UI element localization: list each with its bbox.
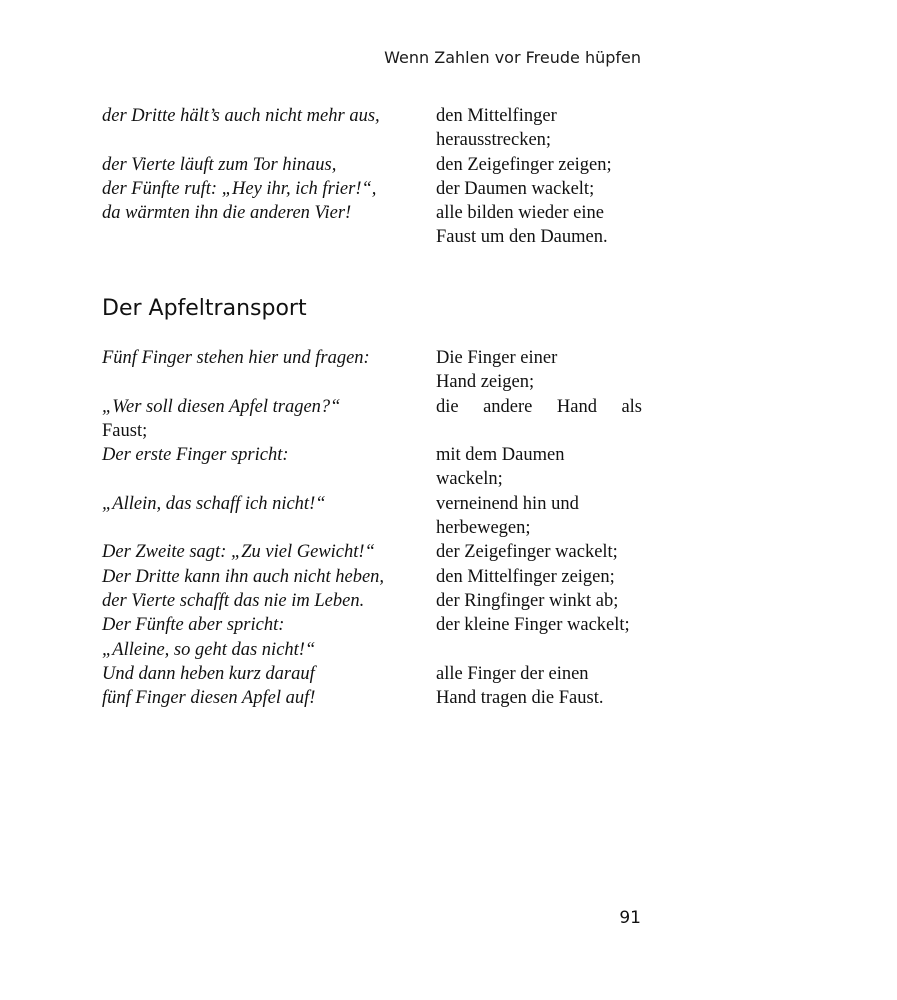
instruction-line: Faust um den Daumen.	[436, 227, 608, 248]
verse-line: da wärmten ihn die anderen Vier!	[102, 203, 352, 224]
instruction-line: herbewegen;	[436, 518, 531, 539]
poem-row	[102, 686, 642, 710]
poem-row	[102, 443, 642, 467]
instruction-line: verneinend hin und	[436, 493, 579, 514]
verse-line: „Allein, das schaff ich nicht!“	[102, 493, 326, 514]
poem-row	[102, 419, 642, 443]
instruction-overflow: Faust;	[102, 420, 148, 441]
instruction-line: alle bilden wieder eine	[436, 203, 604, 224]
instruction-word: als	[621, 396, 642, 417]
poem-row	[102, 346, 642, 370]
instruction-line: der kleine Finger wackelt;	[436, 615, 630, 636]
poem-row	[102, 104, 642, 128]
verse-line: der Vierte läuft zum Tor hinaus,	[102, 154, 337, 175]
page-number: 91	[619, 908, 641, 928]
verse-line: Der Zweite sagt: „Zu viel Gewicht!“	[102, 542, 375, 563]
verse-line: Der Dritte kann ihn auch nicht heben,	[102, 566, 385, 587]
poem-row	[102, 613, 642, 637]
verse-line: der Dritte hält’s auch nicht mehr aus,	[102, 106, 380, 126]
instruction-line: der Ringfinger winkt ab;	[436, 590, 619, 611]
poem-row	[102, 225, 642, 249]
verse-line: Und dann heben kurz darauf	[102, 663, 315, 684]
verse-line: Der erste Finger spricht:	[102, 445, 289, 466]
instruction-line: den Mittelfinger	[436, 106, 557, 126]
instruction-line: den Zeigefinger zeigen;	[436, 154, 612, 175]
verse-line: fünf Finger diesen Apfel auf!	[102, 688, 316, 709]
instruction-line: mit dem Daumen	[436, 445, 565, 466]
verse-line: der Fünfte ruft: „Hey ihr, ich frier!“,	[102, 178, 377, 199]
poem-row	[102, 153, 642, 177]
verse-line: „Alleine, so geht das nicht!“	[102, 639, 316, 660]
poem-row	[102, 492, 642, 516]
instruction-word: andere	[483, 396, 533, 417]
poem-continuation	[102, 104, 642, 250]
instruction-line: alle Finger der einen	[436, 663, 589, 684]
instruction-word: die	[436, 396, 459, 417]
instruction-line: der Daumen wackelt;	[436, 178, 595, 199]
poem-row	[102, 177, 642, 201]
instruction-line: Die Finger einer	[436, 348, 558, 368]
poem-row	[102, 128, 642, 152]
poem-apfeltransport	[102, 346, 642, 710]
poem-row	[102, 565, 642, 589]
verse-line: der Vierte schafft das nie im Leben.	[102, 590, 365, 611]
instruction-line: den Mittelfinger zeigen;	[436, 566, 615, 587]
poem-row	[102, 516, 642, 540]
instruction-word: Hand	[556, 396, 597, 417]
poem-row	[102, 662, 642, 686]
poem-row	[102, 638, 642, 662]
poem-row	[102, 467, 642, 491]
verse-line: „Wer soll diesen Apfel tragen?“	[102, 396, 341, 417]
instruction-line-justified	[436, 395, 642, 419]
instruction-line: Hand zeigen;	[436, 372, 535, 393]
instruction-line: herausstrecken;	[436, 130, 552, 151]
verse-line: Der Fünfte aber spricht:	[102, 615, 285, 636]
poem-row	[102, 589, 642, 613]
poem-row	[102, 370, 642, 394]
poem-row	[102, 540, 642, 564]
instruction-line: der Zeigefinger wackelt;	[436, 542, 618, 563]
instruction-line: Hand tragen die Faust.	[436, 688, 604, 709]
poem-row	[102, 201, 642, 225]
section-title: Der Apfeltransport	[102, 296, 307, 321]
instruction-line: wackeln;	[436, 469, 503, 490]
poem-row	[102, 395, 642, 419]
running-head: Wenn Zahlen vor Freude hüpfen	[384, 48, 641, 67]
verse-line: Fünf Finger stehen hier und fragen:	[102, 348, 370, 368]
